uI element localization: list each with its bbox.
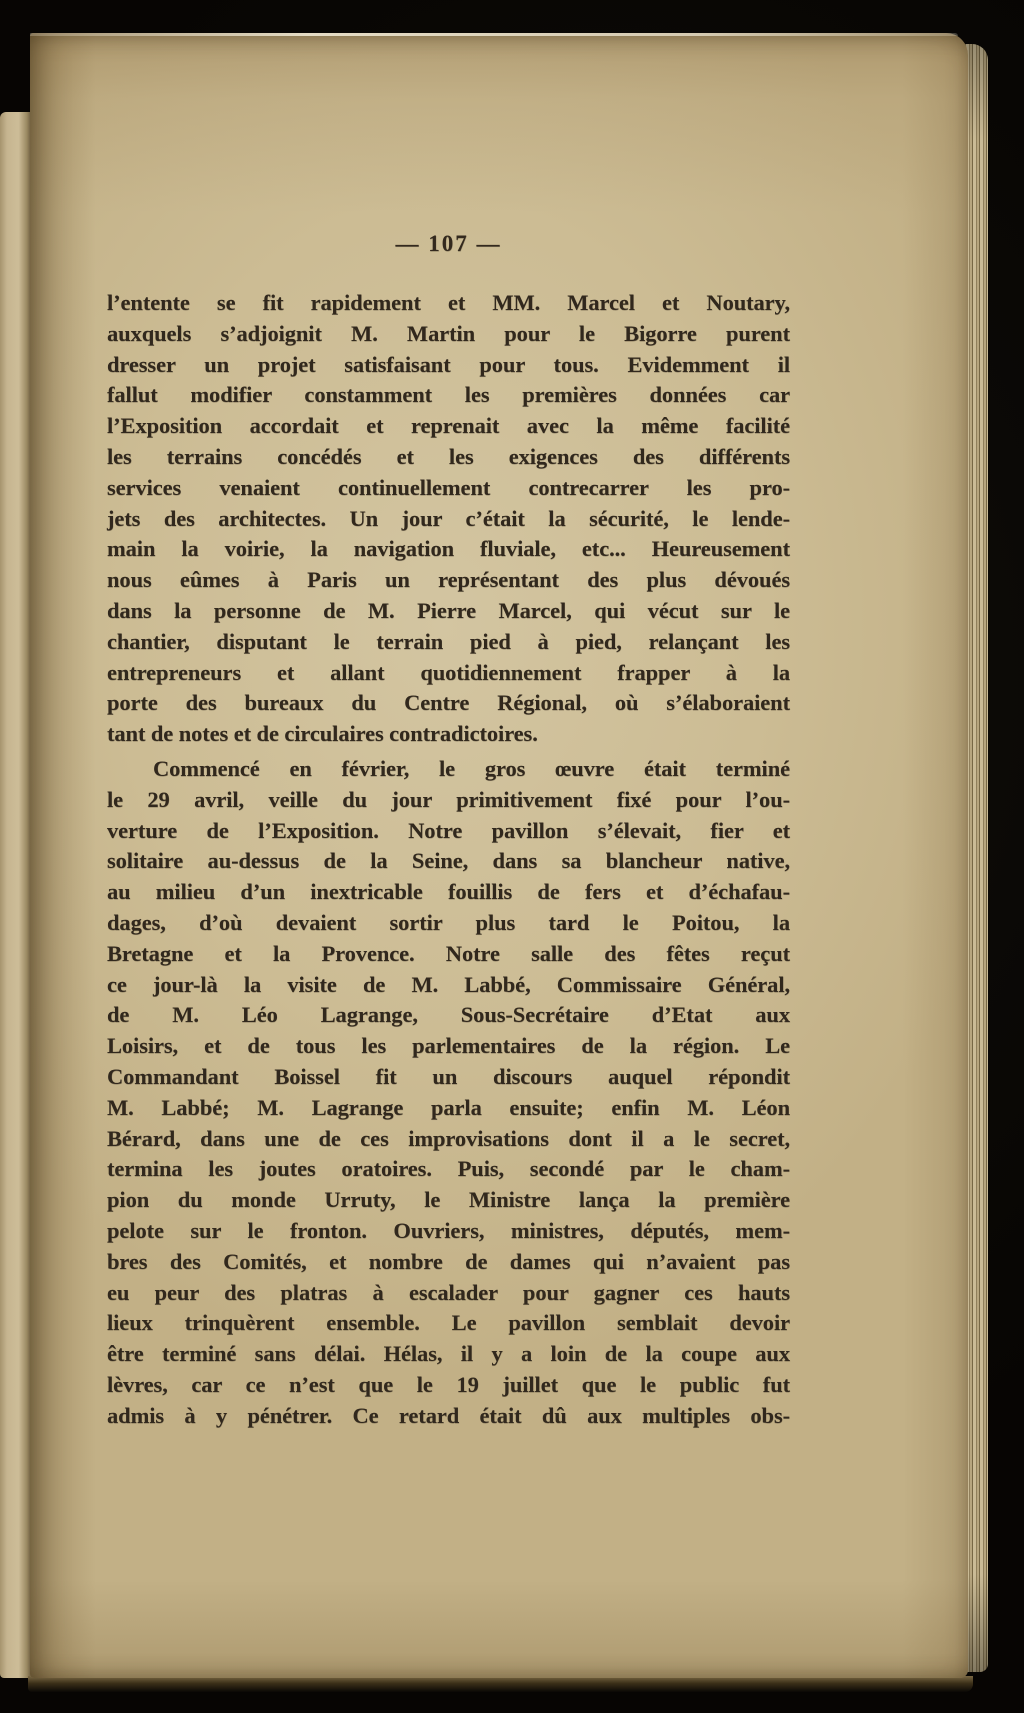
- text-line: dresser un projet satisfaisant pour tous. Evidemment il: [107, 351, 790, 377]
- text-line: verture de l’Exposition. Notre pavillon s’élevait, fier et: [107, 817, 790, 843]
- bottom-page-shadow: [28, 1676, 973, 1692]
- text-line: eu peur des platras à escalader pour gagner ces hauts: [107, 1279, 790, 1305]
- text-line: termina les joutes oratoires. Puis, secondé par le cham-: [107, 1156, 790, 1182]
- text-line: Bretagne et la Provence. Notre salle des fêtes reçut: [107, 940, 790, 966]
- text-line: bres des Comités, et nombre de dames qui n’avaient pas: [107, 1248, 790, 1274]
- text-line: l’entente se fit rapidement et MM. Marcel et Noutary,: [107, 290, 790, 315]
- text-line: pelote sur le fronton. Ouvriers, ministres, députés, mem-: [107, 1217, 790, 1243]
- text-line: lieux trinquèrent ensemble. Le pavillon semblait devoir: [107, 1310, 790, 1336]
- text-line: tant de notes et de circulaires contradictoires.: [107, 721, 538, 747]
- text-line: main la voirie, la navigation fluviale, etc... Heureusement: [107, 536, 790, 562]
- text-line: dans la personne de M. Pierre Marcel, qui vécut sur le: [107, 597, 790, 623]
- text-line: Commandant Boissel fit un discours auquel répondit: [107, 1063, 790, 1089]
- text-line: le 29 avril, veille du jour primitivement fixé pour l’ou-: [107, 786, 790, 812]
- text-line: de M. Léo Lagrange, Sous-Secrétaire d’Etat aux: [107, 1002, 790, 1028]
- text-line: être terminé sans délai. Hélas, il y a loin de la coupe aux: [107, 1341, 790, 1367]
- text-line: au milieu d’un inextricable fouillis de fers et d’échafau-: [107, 879, 790, 905]
- text-line: jets des architectes. Un jour c’était la sécurité, le lende-: [107, 505, 790, 531]
- page-text-block: [107, 288, 790, 1431]
- text-line: les terrains concédés et les exigences des différents: [107, 443, 790, 469]
- text-line: Loisirs, et de tous les parlementaires de la région. Le: [107, 1033, 790, 1059]
- text-line: Bérard, dans une de ces improvisations dont il a le secret,: [107, 1125, 790, 1151]
- text-line: solitaire au-dessus de la Seine, dans sa blancheur native,: [107, 848, 790, 874]
- text-line: Commencé en février, le gros œuvre était terminé: [153, 755, 790, 781]
- text-line: auxquels s’adjoignit M. Martin pour le Bigorre purent: [107, 320, 790, 346]
- left-page-fold: [0, 112, 32, 1678]
- text-line: pion du monde Urruty, le Ministre lança la première: [107, 1187, 790, 1213]
- text-line: nous eûmes à Paris un représentant des plus dévoués: [107, 567, 790, 593]
- text-line: admis à y pénétrer. Ce retard était dû aux multiples obs-: [107, 1402, 790, 1428]
- text-line: l’Exposition accordait et reprenait avec la même facilité: [107, 413, 790, 439]
- text-line: fallut modifier constamment les premières données car: [107, 382, 790, 408]
- paragraph: [107, 754, 790, 1432]
- text-line: dages, d’où devaient sortir plus tard le Poitou, la: [107, 909, 790, 935]
- paragraph: [107, 288, 790, 750]
- text-line: ce jour-là la visite de M. Labbé, Commissaire Général,: [107, 971, 790, 997]
- text-line: porte des bureaux du Centre Régional, où s’élaboraient: [107, 690, 790, 716]
- page-number: — 107 —: [395, 231, 502, 256]
- text-line: lèvres, car ce n’est que le 19 juillet que le public fut: [107, 1371, 790, 1397]
- text-line: entrepreneurs et allant quotidiennement frapper à la: [107, 659, 790, 685]
- book-page: [30, 33, 968, 1678]
- text-line: chantier, disputant le terrain pied à pied, relançant les: [107, 628, 790, 654]
- text-line: services venaient continuellement contrecarrer les pro-: [107, 474, 790, 500]
- text-line: M. Labbé; M. Lagrange parla ensuite; enfin M. Léon: [107, 1094, 790, 1120]
